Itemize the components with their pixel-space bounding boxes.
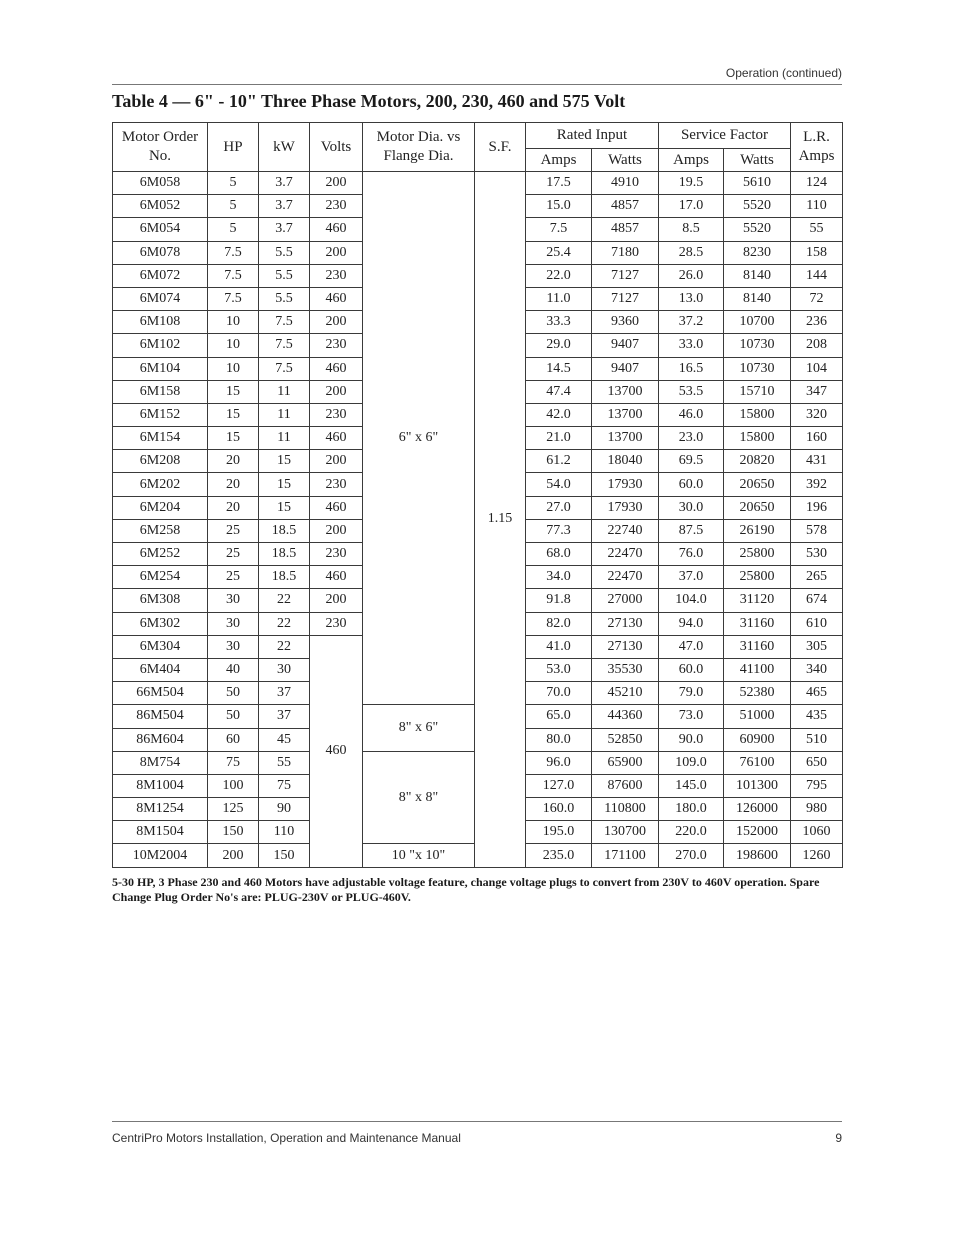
motor-order-no-cell: 8M1004 xyxy=(113,774,208,797)
lr-amps-cell: 305 xyxy=(791,635,843,658)
rated-amps-cell: 160.0 xyxy=(526,798,592,821)
sf-watts-cell: 8140 xyxy=(724,264,791,287)
lr-amps-cell: 795 xyxy=(791,774,843,797)
kw-cell: 18.5 xyxy=(259,543,310,566)
hp-cell: 10 xyxy=(208,311,259,334)
sf-watts-cell: 8140 xyxy=(724,287,791,310)
header-kw: kW xyxy=(259,123,310,172)
rated-amps-cell: 195.0 xyxy=(526,821,592,844)
section-header: Operation (continued) xyxy=(725,66,842,80)
motor-order-no-cell: 8M754 xyxy=(113,751,208,774)
hp-cell: 10 xyxy=(208,334,259,357)
sf-watts-cell: 31160 xyxy=(724,635,791,658)
header-rated-watts: Watts xyxy=(592,149,659,172)
lr-amps-cell: 610 xyxy=(791,612,843,635)
rated-amps-cell: 21.0 xyxy=(526,427,592,450)
volts-cell: 460 xyxy=(310,218,363,241)
volts-cell: 230 xyxy=(310,195,363,218)
sf-amps-cell: 37.0 xyxy=(659,566,724,589)
volts-cell: 230 xyxy=(310,473,363,496)
hp-cell: 30 xyxy=(208,612,259,635)
hp-cell: 7.5 xyxy=(208,287,259,310)
sf-amps-cell: 8.5 xyxy=(659,218,724,241)
sf-watts-cell: 10730 xyxy=(724,357,791,380)
lr-amps-cell: 144 xyxy=(791,264,843,287)
sf-amps-cell: 37.2 xyxy=(659,311,724,334)
sf-watts-cell: 10700 xyxy=(724,311,791,334)
sf-merged-cell: 1.15 xyxy=(475,172,526,868)
footnote: 5-30 HP, 3 Phase 230 and 460 Motors have adjustable voltage feature, change voltage plugs to convert from 230V to 460V operation. Spare Change Plug Order No's are: PLUG-230V or PLUG-460V. xyxy=(112,875,820,904)
sf-amps-cell: 90.0 xyxy=(659,728,724,751)
manual-title: CentriPro Motors Installation, Operation and Maintenance Manual xyxy=(112,1131,461,1145)
volts-cell: 200 xyxy=(310,311,363,334)
volts-cell: 230 xyxy=(310,543,363,566)
hp-cell: 30 xyxy=(208,635,259,658)
hp-cell: 15 xyxy=(208,427,259,450)
motor-order-no-cell: 6M108 xyxy=(113,311,208,334)
hp-cell: 20 xyxy=(208,450,259,473)
kw-cell: 3.7 xyxy=(259,218,310,241)
lr-amps-cell: 158 xyxy=(791,241,843,264)
rated-amps-cell: 47.4 xyxy=(526,380,592,403)
kw-cell: 37 xyxy=(259,705,310,728)
sf-amps-cell: 19.5 xyxy=(659,172,724,195)
lr-amps-cell: 208 xyxy=(791,334,843,357)
kw-cell: 11 xyxy=(259,427,310,450)
lr-amps-cell: 196 xyxy=(791,496,843,519)
motor-order-no-cell: 6M054 xyxy=(113,218,208,241)
header-motor-dia: Motor Dia. vs Flange Dia. xyxy=(363,123,475,172)
sf-watts-cell: 51000 xyxy=(724,705,791,728)
lr-amps-cell: 435 xyxy=(791,705,843,728)
rated-amps-cell: 61.2 xyxy=(526,450,592,473)
sf-amps-cell: 47.0 xyxy=(659,635,724,658)
kw-cell: 5.5 xyxy=(259,287,310,310)
kw-cell: 7.5 xyxy=(259,357,310,380)
sf-watts-cell: 20650 xyxy=(724,473,791,496)
lr-amps-cell: 236 xyxy=(791,311,843,334)
sf-amps-cell: 33.0 xyxy=(659,334,724,357)
motor-order-no-cell: 86M604 xyxy=(113,728,208,751)
rated-watts-cell: 27000 xyxy=(592,589,659,612)
motor-dia-cell: 8" x 8" xyxy=(363,751,475,844)
rated-watts-cell: 45210 xyxy=(592,682,659,705)
volts-merged-cell: 460 xyxy=(310,635,363,867)
motor-dia-cell: 10 "x 10" xyxy=(363,844,475,867)
kw-cell: 22 xyxy=(259,635,310,658)
motor-order-no-cell: 6M102 xyxy=(113,334,208,357)
sf-watts-cell: 5520 xyxy=(724,218,791,241)
rated-amps-cell: 65.0 xyxy=(526,705,592,728)
kw-cell: 18.5 xyxy=(259,519,310,542)
hp-cell: 25 xyxy=(208,566,259,589)
motor-order-no-cell: 6M154 xyxy=(113,427,208,450)
rated-amps-cell: 70.0 xyxy=(526,682,592,705)
lr-amps-cell: 510 xyxy=(791,728,843,751)
lr-amps-cell: 465 xyxy=(791,682,843,705)
hp-cell: 100 xyxy=(208,774,259,797)
motor-order-no-cell: 6M252 xyxy=(113,543,208,566)
rated-amps-cell: 91.8 xyxy=(526,589,592,612)
sf-amps-cell: 16.5 xyxy=(659,357,724,380)
hp-cell: 60 xyxy=(208,728,259,751)
rated-watts-cell: 4910 xyxy=(592,172,659,195)
lr-amps-cell: 265 xyxy=(791,566,843,589)
table-title: Table 4 — 6" - 10" Three Phase Motors, 200, 230, 460 and 575 Volt xyxy=(112,91,626,111)
rated-watts-cell: 9360 xyxy=(592,311,659,334)
motor-order-no-cell: 66M504 xyxy=(113,682,208,705)
motor-order-no-cell: 6M072 xyxy=(113,264,208,287)
sf-watts-cell: 20820 xyxy=(724,450,791,473)
lr-amps-cell: 674 xyxy=(791,589,843,612)
table-row xyxy=(113,172,843,195)
header-sf-watts: Watts xyxy=(724,149,791,172)
lr-amps-cell: 1060 xyxy=(791,821,843,844)
sf-watts-cell: 25800 xyxy=(724,566,791,589)
volts-cell: 200 xyxy=(310,241,363,264)
rated-amps-cell: 15.0 xyxy=(526,195,592,218)
motor-order-no-cell: 6M104 xyxy=(113,357,208,380)
lr-amps-cell: 320 xyxy=(791,403,843,426)
rated-amps-cell: 235.0 xyxy=(526,844,592,867)
rated-amps-cell: 7.5 xyxy=(526,218,592,241)
kw-cell: 22 xyxy=(259,589,310,612)
sf-amps-cell: 23.0 xyxy=(659,427,724,450)
volts-cell: 200 xyxy=(310,380,363,403)
rated-watts-cell: 13700 xyxy=(592,403,659,426)
rated-amps-cell: 17.5 xyxy=(526,172,592,195)
sf-watts-cell: 152000 xyxy=(724,821,791,844)
sf-amps-cell: 69.5 xyxy=(659,450,724,473)
rated-watts-cell: 27130 xyxy=(592,612,659,635)
motor-order-no-cell: 6M202 xyxy=(113,473,208,496)
sf-watts-cell: 76100 xyxy=(724,751,791,774)
rated-amps-cell: 41.0 xyxy=(526,635,592,658)
kw-cell: 11 xyxy=(259,380,310,403)
motor-order-no-cell: 6M052 xyxy=(113,195,208,218)
volts-cell: 200 xyxy=(310,172,363,195)
rated-watts-cell: 17930 xyxy=(592,473,659,496)
kw-cell: 110 xyxy=(259,821,310,844)
sf-amps-cell: 46.0 xyxy=(659,403,724,426)
hp-cell: 20 xyxy=(208,496,259,519)
hp-cell: 7.5 xyxy=(208,241,259,264)
motor-order-no-cell: 8M1504 xyxy=(113,821,208,844)
lr-amps-cell: 347 xyxy=(791,380,843,403)
kw-cell: 150 xyxy=(259,844,310,867)
rated-watts-cell: 9407 xyxy=(592,357,659,380)
rated-watts-cell: 27130 xyxy=(592,635,659,658)
sf-amps-cell: 220.0 xyxy=(659,821,724,844)
rated-amps-cell: 96.0 xyxy=(526,751,592,774)
header-motor-order-no: Motor Order No. xyxy=(113,123,208,172)
motor-order-no-cell: 6M204 xyxy=(113,496,208,519)
sf-watts-cell: 52380 xyxy=(724,682,791,705)
kw-cell: 3.7 xyxy=(259,195,310,218)
header-service-factor: Service Factor xyxy=(659,123,791,149)
hp-cell: 30 xyxy=(208,589,259,612)
sf-watts-cell: 5520 xyxy=(724,195,791,218)
kw-cell: 55 xyxy=(259,751,310,774)
sf-amps-cell: 79.0 xyxy=(659,682,724,705)
kw-cell: 5.5 xyxy=(259,241,310,264)
sf-amps-cell: 94.0 xyxy=(659,612,724,635)
lr-amps-cell: 104 xyxy=(791,357,843,380)
rated-watts-cell: 7180 xyxy=(592,241,659,264)
motor-order-no-cell: 6M208 xyxy=(113,450,208,473)
sf-watts-cell: 15800 xyxy=(724,427,791,450)
rated-amps-cell: 29.0 xyxy=(526,334,592,357)
rated-watts-cell: 9407 xyxy=(592,334,659,357)
volts-cell: 230 xyxy=(310,612,363,635)
sf-watts-cell: 31160 xyxy=(724,612,791,635)
sf-watts-cell: 60900 xyxy=(724,728,791,751)
volts-cell: 230 xyxy=(310,334,363,357)
rated-watts-cell: 52850 xyxy=(592,728,659,751)
table-body xyxy=(113,172,843,868)
header-volts: Volts xyxy=(310,123,363,172)
rated-watts-cell: 7127 xyxy=(592,264,659,287)
rated-watts-cell: 22470 xyxy=(592,566,659,589)
sf-watts-cell: 25800 xyxy=(724,543,791,566)
lr-amps-cell: 124 xyxy=(791,172,843,195)
rated-watts-cell: 13700 xyxy=(592,380,659,403)
rated-watts-cell: 22470 xyxy=(592,543,659,566)
motor-order-no-cell: 6M254 xyxy=(113,566,208,589)
rated-watts-cell: 4857 xyxy=(592,218,659,241)
hp-cell: 10 xyxy=(208,357,259,380)
header-rule xyxy=(112,84,842,85)
header-rated-amps: Amps xyxy=(526,149,592,172)
rated-watts-cell: 18040 xyxy=(592,450,659,473)
kw-cell: 75 xyxy=(259,774,310,797)
kw-cell: 11 xyxy=(259,403,310,426)
sf-amps-cell: 87.5 xyxy=(659,519,724,542)
hp-cell: 20 xyxy=(208,473,259,496)
sf-watts-cell: 8230 xyxy=(724,241,791,264)
rated-amps-cell: 68.0 xyxy=(526,543,592,566)
sf-watts-cell: 26190 xyxy=(724,519,791,542)
rated-amps-cell: 34.0 xyxy=(526,566,592,589)
sf-amps-cell: 104.0 xyxy=(659,589,724,612)
rated-amps-cell: 25.4 xyxy=(526,241,592,264)
kw-cell: 18.5 xyxy=(259,566,310,589)
kw-cell: 5.5 xyxy=(259,264,310,287)
rated-amps-cell: 11.0 xyxy=(526,287,592,310)
rated-watts-cell: 4857 xyxy=(592,195,659,218)
sf-watts-cell: 5610 xyxy=(724,172,791,195)
volts-cell: 200 xyxy=(310,450,363,473)
sf-amps-cell: 180.0 xyxy=(659,798,724,821)
rated-amps-cell: 33.3 xyxy=(526,311,592,334)
volts-cell: 460 xyxy=(310,287,363,310)
hp-cell: 25 xyxy=(208,543,259,566)
kw-cell: 3.7 xyxy=(259,172,310,195)
volts-cell: 230 xyxy=(310,403,363,426)
rated-watts-cell: 87600 xyxy=(592,774,659,797)
rated-amps-cell: 22.0 xyxy=(526,264,592,287)
lr-amps-cell: 578 xyxy=(791,519,843,542)
motor-order-no-cell: 6M258 xyxy=(113,519,208,542)
hp-cell: 50 xyxy=(208,682,259,705)
volts-cell: 460 xyxy=(310,427,363,450)
kw-cell: 30 xyxy=(259,658,310,681)
sf-amps-cell: 17.0 xyxy=(659,195,724,218)
volts-cell: 460 xyxy=(310,357,363,380)
sf-watts-cell: 126000 xyxy=(724,798,791,821)
rated-amps-cell: 27.0 xyxy=(526,496,592,519)
rated-watts-cell: 22740 xyxy=(592,519,659,542)
hp-cell: 125 xyxy=(208,798,259,821)
sf-watts-cell: 20650 xyxy=(724,496,791,519)
sf-watts-cell: 31120 xyxy=(724,589,791,612)
lr-amps-cell: 980 xyxy=(791,798,843,821)
lr-amps-cell: 530 xyxy=(791,543,843,566)
sf-watts-cell: 15710 xyxy=(724,380,791,403)
kw-cell: 37 xyxy=(259,682,310,705)
hp-cell: 15 xyxy=(208,380,259,403)
sf-amps-cell: 60.0 xyxy=(659,658,724,681)
sf-watts-cell: 198600 xyxy=(724,844,791,867)
rated-amps-cell: 77.3 xyxy=(526,519,592,542)
rated-amps-cell: 42.0 xyxy=(526,403,592,426)
header-lr-amps: L.R. Amps xyxy=(791,123,843,172)
rated-watts-cell: 110800 xyxy=(592,798,659,821)
lr-amps-cell: 431 xyxy=(791,450,843,473)
lr-amps-cell: 340 xyxy=(791,658,843,681)
motor-order-no-cell: 6M304 xyxy=(113,635,208,658)
header-sf: S.F. xyxy=(475,123,526,172)
lr-amps-cell: 650 xyxy=(791,751,843,774)
hp-cell: 150 xyxy=(208,821,259,844)
rated-watts-cell: 130700 xyxy=(592,821,659,844)
hp-cell: 7.5 xyxy=(208,264,259,287)
volts-cell: 200 xyxy=(310,519,363,542)
motor-order-no-cell: 10M2004 xyxy=(113,844,208,867)
sf-amps-cell: 270.0 xyxy=(659,844,724,867)
kw-cell: 7.5 xyxy=(259,334,310,357)
motor-order-no-cell: 6M308 xyxy=(113,589,208,612)
kw-cell: 15 xyxy=(259,496,310,519)
rated-watts-cell: 44360 xyxy=(592,705,659,728)
kw-cell: 15 xyxy=(259,473,310,496)
rated-amps-cell: 127.0 xyxy=(526,774,592,797)
rated-watts-cell: 17930 xyxy=(592,496,659,519)
sf-amps-cell: 109.0 xyxy=(659,751,724,774)
rated-watts-cell: 35530 xyxy=(592,658,659,681)
sf-amps-cell: 30.0 xyxy=(659,496,724,519)
hp-cell: 5 xyxy=(208,172,259,195)
rated-watts-cell: 7127 xyxy=(592,287,659,310)
sf-amps-cell: 53.5 xyxy=(659,380,724,403)
motor-order-no-cell: 6M302 xyxy=(113,612,208,635)
hp-cell: 25 xyxy=(208,519,259,542)
header-hp: HP xyxy=(208,123,259,172)
sf-watts-cell: 15800 xyxy=(724,403,791,426)
rated-watts-cell: 13700 xyxy=(592,427,659,450)
hp-cell: 15 xyxy=(208,403,259,426)
kw-cell: 7.5 xyxy=(259,311,310,334)
lr-amps-cell: 1260 xyxy=(791,844,843,867)
sf-watts-cell: 101300 xyxy=(724,774,791,797)
sf-amps-cell: 26.0 xyxy=(659,264,724,287)
sf-amps-cell: 13.0 xyxy=(659,287,724,310)
lr-amps-cell: 72 xyxy=(791,287,843,310)
page-number: 9 xyxy=(835,1131,842,1145)
lr-amps-cell: 392 xyxy=(791,473,843,496)
lr-amps-cell: 55 xyxy=(791,218,843,241)
volts-cell: 230 xyxy=(310,264,363,287)
hp-cell: 5 xyxy=(208,195,259,218)
motor-dia-cell: 8" x 6" xyxy=(363,705,475,751)
kw-cell: 90 xyxy=(259,798,310,821)
motor-order-no-cell: 6M152 xyxy=(113,403,208,426)
rated-amps-cell: 80.0 xyxy=(526,728,592,751)
sf-watts-cell: 41100 xyxy=(724,658,791,681)
footer-rule xyxy=(112,1121,842,1122)
hp-cell: 50 xyxy=(208,705,259,728)
sf-watts-cell: 10730 xyxy=(724,334,791,357)
motor-order-no-cell: 6M158 xyxy=(113,380,208,403)
hp-cell: 75 xyxy=(208,751,259,774)
hp-cell: 40 xyxy=(208,658,259,681)
motor-order-no-cell: 6M404 xyxy=(113,658,208,681)
header-rated-input: Rated Input xyxy=(526,123,659,149)
hp-cell: 200 xyxy=(208,844,259,867)
volts-cell: 460 xyxy=(310,566,363,589)
sf-amps-cell: 73.0 xyxy=(659,705,724,728)
header-sf-amps: Amps xyxy=(659,149,724,172)
motor-order-no-cell: 8M1254 xyxy=(113,798,208,821)
kw-cell: 45 xyxy=(259,728,310,751)
rated-amps-cell: 54.0 xyxy=(526,473,592,496)
sf-amps-cell: 28.5 xyxy=(659,241,724,264)
sf-amps-cell: 76.0 xyxy=(659,543,724,566)
motor-table xyxy=(112,122,843,868)
lr-amps-cell: 110 xyxy=(791,195,843,218)
sf-amps-cell: 145.0 xyxy=(659,774,724,797)
motor-order-no-cell: 6M074 xyxy=(113,287,208,310)
rated-watts-cell: 65900 xyxy=(592,751,659,774)
kw-cell: 22 xyxy=(259,612,310,635)
kw-cell: 15 xyxy=(259,450,310,473)
volts-cell: 460 xyxy=(310,496,363,519)
motor-order-no-cell: 6M058 xyxy=(113,172,208,195)
volts-cell: 200 xyxy=(310,589,363,612)
motor-order-no-cell: 6M078 xyxy=(113,241,208,264)
motor-dia-cell: 6" x 6" xyxy=(363,172,475,705)
lr-amps-cell: 160 xyxy=(791,427,843,450)
rated-watts-cell: 171100 xyxy=(592,844,659,867)
rated-amps-cell: 14.5 xyxy=(526,357,592,380)
rated-amps-cell: 53.0 xyxy=(526,658,592,681)
motor-order-no-cell: 86M504 xyxy=(113,705,208,728)
rated-amps-cell: 82.0 xyxy=(526,612,592,635)
sf-amps-cell: 60.0 xyxy=(659,473,724,496)
hp-cell: 5 xyxy=(208,218,259,241)
